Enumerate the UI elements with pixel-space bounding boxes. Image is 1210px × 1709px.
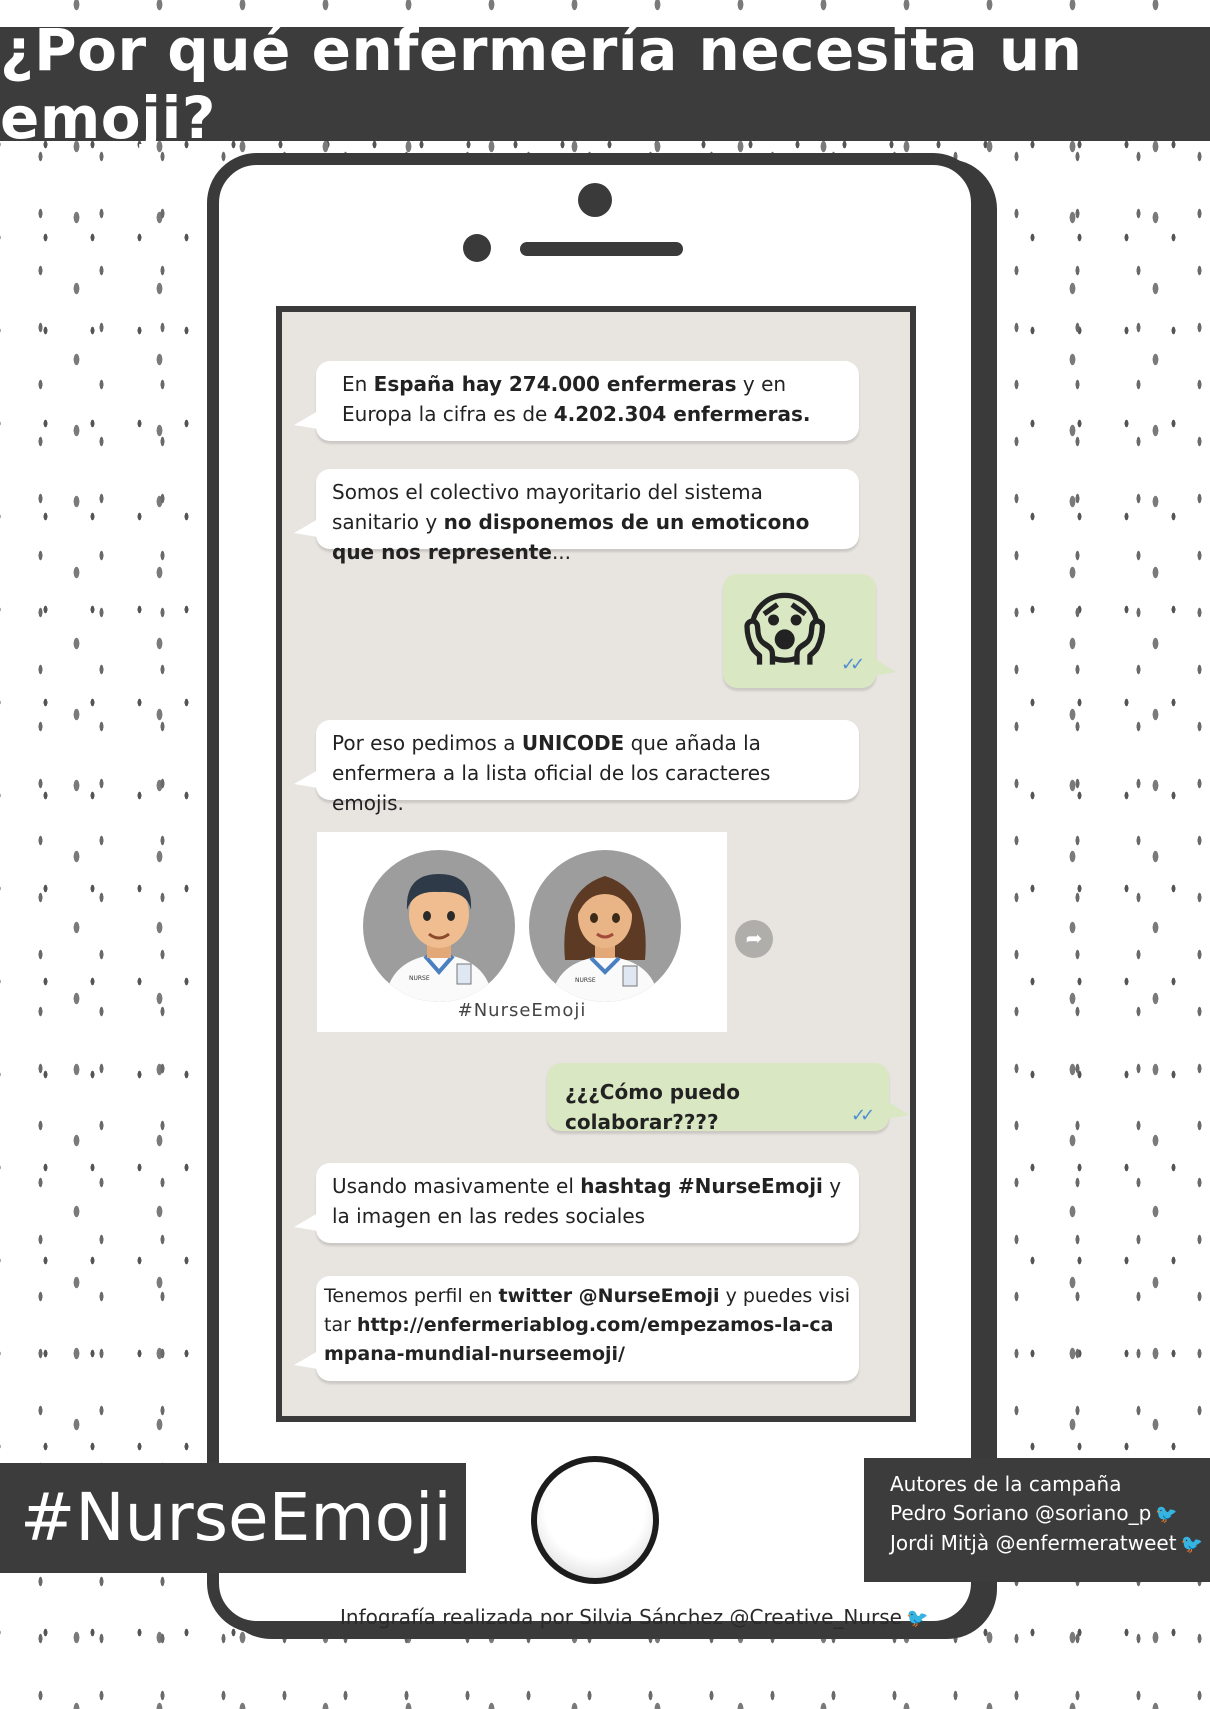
chat-message-3 [723, 574, 876, 688]
nurse-emoji-image[interactable] [317, 832, 727, 1032]
message-text: ... [551, 540, 572, 564]
hashtag-label: #NurseEmoji [20, 1479, 452, 1556]
message-text: En [342, 372, 374, 396]
hashtag-banner [0, 1463, 466, 1573]
message-text: y en Europa la cifra es de [342, 372, 787, 426]
twitter-bird-icon: 🐦 [1180, 1534, 1203, 1555]
female-nurse-avatar [529, 850, 681, 1002]
message-text: Usando masivamente el [332, 1174, 581, 1198]
share-forward-icon[interactable]: ➦ [735, 920, 773, 958]
message-text: y puedes visitar [324, 1285, 851, 1336]
male-nurse-icon [363, 850, 515, 1002]
author-jordi[interactable]: Jordi Mitjà @enfermeratweet [890, 1531, 1177, 1555]
message-text: Por eso pedimos a [332, 731, 522, 755]
chat-message-1 [316, 361, 859, 441]
message-bold: 4.202.304 enfermeras. [553, 402, 811, 426]
nurse-emoji-caption: #NurseEmoji [457, 1000, 587, 1021]
author-row [890, 1499, 1210, 1529]
phone-speaker [520, 242, 683, 256]
read-ticks-icon: ✓✓ [841, 654, 860, 675]
female-nurse-icon [529, 850, 681, 1002]
chat-message-6 [547, 1063, 889, 1134]
chat-message-8 [316, 1276, 859, 1381]
author-pedro[interactable]: Pedro Soriano @soriano_p [890, 1501, 1152, 1525]
infographic-credit [340, 1605, 928, 1629]
message-bold: ¿¿¿Cómo puedo colaborar???? [565, 1080, 740, 1134]
author-row [890, 1529, 1210, 1559]
chat-message-2 [316, 469, 859, 564]
twitter-bird-icon: 🐦 [1155, 1504, 1178, 1525]
chat-message-4 [316, 720, 859, 815]
message-bold: twitter @NurseEmoji [498, 1285, 720, 1307]
svg-text:NURSE: NURSE [575, 977, 596, 984]
phone-home-button[interactable] [531, 1456, 659, 1584]
scream-emoji-icon: 😱 [743, 583, 827, 676]
phone-sensor [463, 234, 491, 262]
message-text: y la imagen en las redes sociales [332, 1174, 842, 1228]
authors-box [864, 1458, 1210, 1582]
authors-heading: Autores de la campaña [890, 1472, 1122, 1496]
message-bold: no disponemos de un emoticono que nos represente [332, 510, 810, 564]
message-text: Somos el colectivo mayoritario del sistema sanitario y [332, 480, 763, 534]
male-nurse-avatar [363, 850, 515, 1002]
svg-text:NURSE: NURSE [409, 975, 430, 982]
campaign-link[interactable]: http://enfermeriablog.com/empezamos-la-campana-mundial-nurseemoji/ [324, 1314, 834, 1365]
message-bold: hashtag [580, 1174, 672, 1198]
twitter-bird-icon: 🐦 [905, 1608, 929, 1629]
title-banner [0, 16, 1210, 152]
message-text: que añada la enfermera a la lista oficial de los caracteres emojis. [332, 731, 771, 815]
message-bold: España hay 274.000 enfermeras [373, 372, 737, 396]
page-title: ¿Por qué enfermería necesita un emoji? [0, 16, 1083, 152]
read-ticks-icon: ✓✓ [851, 1105, 870, 1126]
chat-message-7 [316, 1163, 859, 1243]
message-bold: #NurseEmoji [677, 1174, 823, 1198]
message-text: Tenemos perfil en [324, 1285, 499, 1307]
phone-camera [578, 183, 612, 217]
credit-text: Infografía realizada por Silvia Sánchez @Creative_Nurse [340, 1605, 902, 1629]
message-bold: UNICODE [521, 731, 625, 755]
